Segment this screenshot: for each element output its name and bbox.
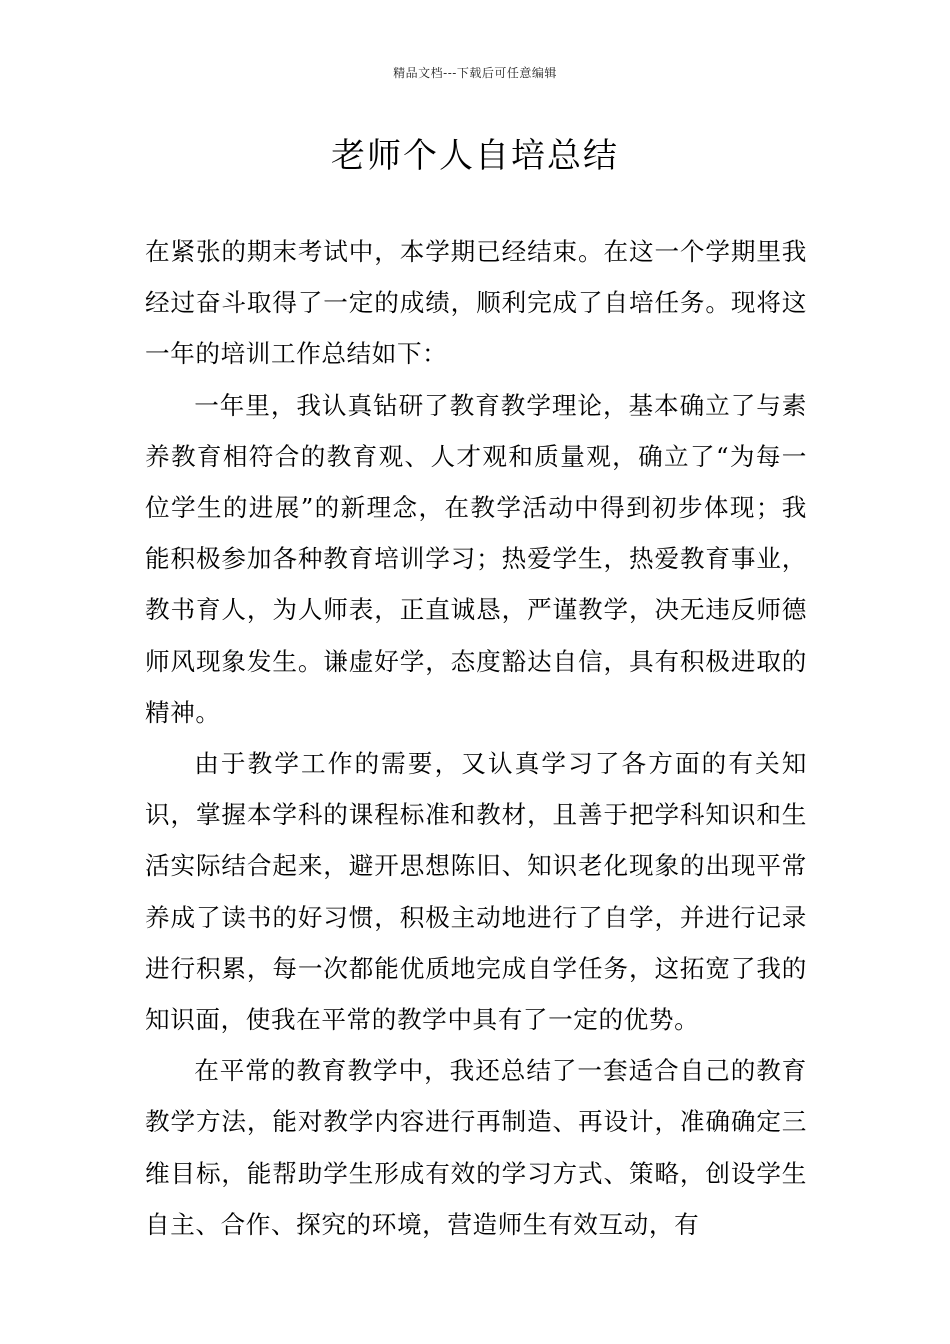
paragraph-study: 由于教学工作的需要，又认真学习了各方面的有关知识，掌握本学科的课程标准和教材，且善于把学科知识和生活实际结合起来，避开思想陈旧、知识老化现象的出现平常养成了读书的好习惯，积极主动地进行了自学，并进行记录进行积累，每一次都能优质地完成自学任务，这拓宽了我的知识面，使我在平常的教学中具有了一定的优势。: [145, 749, 807, 1035]
document-title: 老师个人自培总结: [331, 136, 619, 176]
header-note: 精品文档---下载后可任意编辑: [393, 66, 557, 80]
paragraph-intro: 在紧张的期末考试中，本学期已经结束。在这一个学期里我经过奋斗取得了一定的成绩，顺利完成了自培任务。现将这一年的培训工作总结如下：: [145, 237, 807, 369]
paragraph-theory: 一年里，我认真钻研了教育教学理论，基本确立了与素养教育相符合的教育观、人才观和质量观，确立了“为每一位学生的进展”的新理念，在教学活动中得到初步体现；我能积极参加各种教育培训学习；热爱学生，热爱教育事业，教书育人，为人师表，正直诚恳，严谨教学，决无违反师德师风现象发生。谦虚好学，态度豁达自信，具有积极进取的精神。: [145, 390, 807, 727]
document-body: [145, 226, 807, 1250]
paragraph-method: 在平常的教育教学中，我还总结了一套适合自己的教育教学方法，能对教学内容进行再制造、再设计，准确确定三维目标，能帮助学生形成有效的学习方式、策略，创设学生自主、合作、探究的环境，营造师生有效互动，有: [145, 1056, 807, 1239]
